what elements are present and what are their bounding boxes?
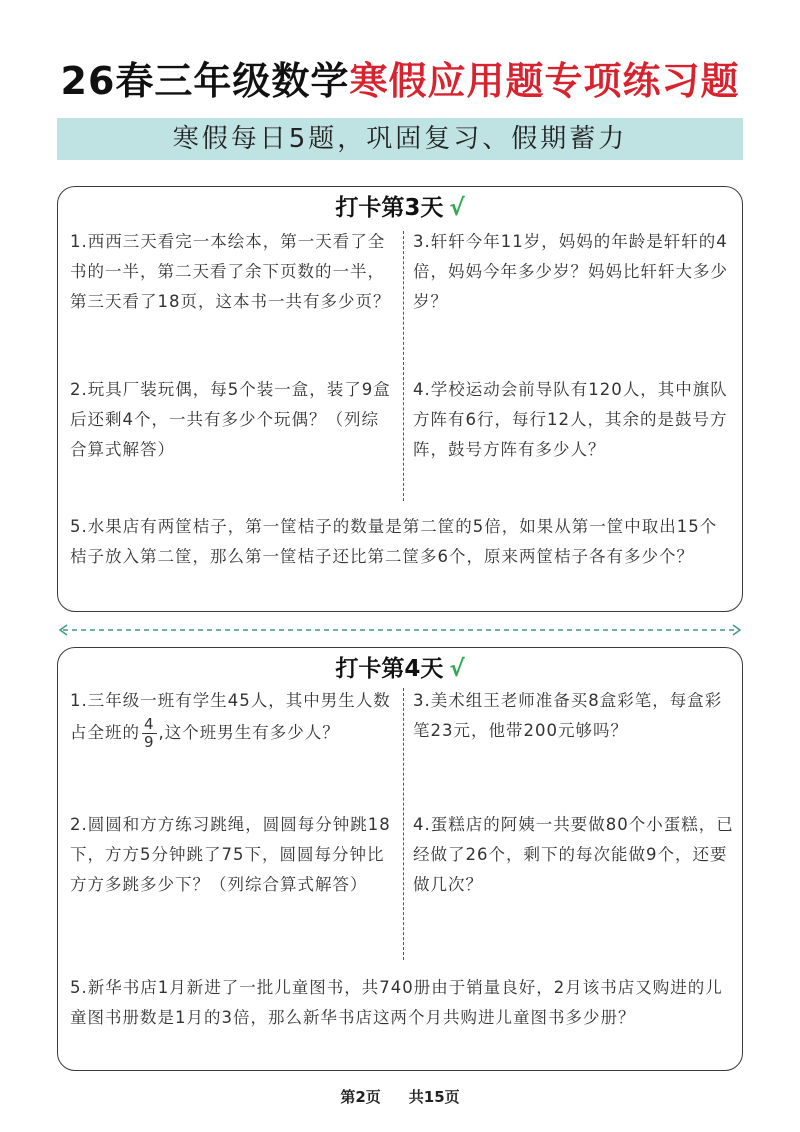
subtitle-banner bbox=[57, 118, 743, 160]
day-4-title-text: 打卡第4天 bbox=[335, 656, 444, 682]
check-icon: √ bbox=[449, 195, 465, 221]
day-4-question-5: 5.新华书店1月新进了一批儿童图书，共740册由于销量良好，2月该书店又购进的儿童图书册数是1月的3倍，那么新华书店这两个月共购进儿童图书多少册？ bbox=[70, 978, 723, 1027]
fraction-numerator: 4 bbox=[144, 715, 155, 733]
day-4-card bbox=[57, 647, 743, 1071]
subtitle-text: 寒假每日5题，巩固复习、假期蓄力 bbox=[172, 124, 628, 154]
day-4-question-1-tail: ,这个班男生有多少人？ bbox=[158, 723, 340, 742]
page-title-grade: 26春三年级数学 bbox=[60, 59, 350, 103]
day-3-question-1: 1.西西三天看完一本绘本，第一天看了全书的一半，第二天看了余下页数的一半，第三天看了18页，这本书一共有多少页？ bbox=[70, 232, 391, 311]
fraction bbox=[142, 716, 157, 751]
day-4-question-4: 4.蛋糕店的阿姨一共要做80个小蛋糕，已经做了26个，剩下的每次能做9个，还要做几次？ bbox=[413, 815, 734, 894]
page-total: 共15页 bbox=[408, 1088, 460, 1106]
check-icon: √ bbox=[449, 656, 465, 682]
day-3-question-3: 3.轩轩今年11岁，妈妈的年龄是轩轩的4倍，妈妈今年多少岁？妈妈比轩轩大多少岁？ bbox=[413, 232, 728, 311]
column-divider bbox=[403, 688, 404, 960]
day-3-title bbox=[58, 191, 742, 225]
day-4-title bbox=[58, 652, 742, 686]
section-separator-arrow bbox=[57, 622, 743, 638]
day-4-question-3: 3.美术组王老师准备买8盒彩笔，每盒彩笔23元，他带200元够吗？ bbox=[413, 691, 723, 740]
day-3-question-5: 5.水果店有两筐桔子，第一筐桔子的数量是第二筐的5倍，如果从第一筐中取出15个桔子放入第二筐，那么第一筐桔子还比第二筐多6个，原来两筐桔子各有多少个？ bbox=[70, 517, 718, 566]
page-title-topic: 寒假应用题专项练习题 bbox=[349, 59, 740, 103]
page-title bbox=[0, 56, 800, 106]
day-3-question-2: 2.玩具厂装玩偶，每5个装一盒，装了9盒后还剩4个，一共有多少个玩偶？（列综合算式解答） bbox=[70, 380, 391, 459]
column-divider bbox=[403, 231, 404, 501]
day-3-title-text: 打卡第3天 bbox=[335, 195, 444, 221]
day-3-question-4: 4.学校运动会前导队有120人，其中旗队方阵有6行，每行12人，其余的是鼓号方阵，鼓号方阵有多少人？ bbox=[413, 380, 728, 459]
fraction-denominator: 9 bbox=[144, 733, 155, 751]
day-4-question-1-text: 1.三年级一班有学生45人，其中男生人数占全班的 bbox=[70, 691, 391, 742]
day-4-question-2: 2.圆圆和方方练习跳绳，圆圆每分钟跳18下，方方5分钟跳了75下，圆圆每分钟比方方多跳多少下？（列综合算式解答） bbox=[70, 815, 391, 894]
page-number: 第2页 bbox=[340, 1088, 381, 1106]
page-footer bbox=[0, 1086, 800, 1107]
day-3-card bbox=[57, 186, 743, 612]
day-4-question-1 bbox=[70, 686, 396, 751]
